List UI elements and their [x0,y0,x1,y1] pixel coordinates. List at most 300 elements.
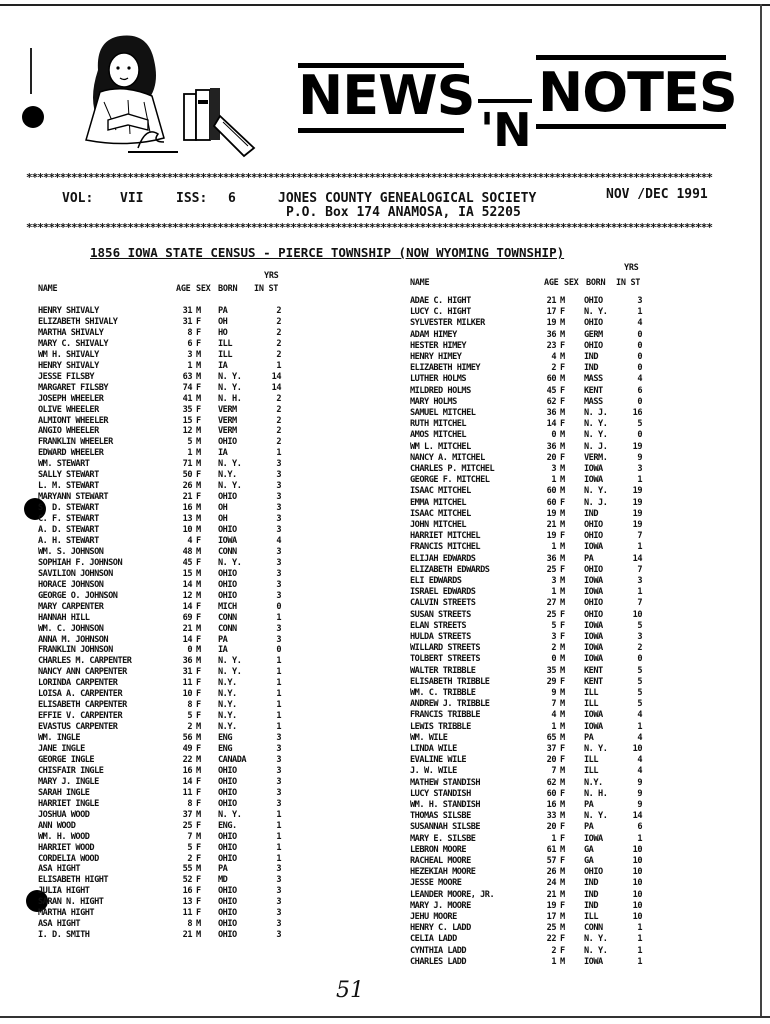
table-row [410,688,644,698]
person-years-in-state: 2 [276,327,281,338]
person-years-in-state: 4 [637,318,642,329]
person-years-in-state: 0 [276,645,281,656]
person-years-in-state: 1 [637,721,642,732]
person-sex: M [196,765,201,776]
person-birthplace: N. Y. [584,744,608,754]
person-name: HULDA STREETS [410,632,471,642]
person-years-in-state: 1 [276,700,281,711]
person-age: 4 [551,352,556,362]
person-years-in-state: 3 [637,632,642,642]
person-years-in-state: 3 [276,897,281,908]
person-age: 31 [182,316,192,327]
person-name: EVALINE WILE [410,755,467,766]
girl-reading-books-icon [68,30,268,160]
person-birthplace: IND [584,878,599,889]
person-years-in-state: 0 [637,352,642,362]
person-years-in-state: 1 [637,945,642,956]
person-years-in-state: 0 [637,396,642,407]
person-sex: M [196,919,201,930]
person-sex: F [196,492,201,503]
person-name: ELIZABETH EDWARDS [410,564,490,575]
person-sex: M [560,923,565,934]
person-years-in-state: 5 [637,699,642,710]
person-sex: M [196,448,201,459]
person-sex: M [196,426,201,437]
table-row [410,374,644,384]
person-age: 36 [182,656,192,667]
person-birthplace: OHIO [218,908,237,919]
table-row [38,558,284,568]
person-sex: M [560,508,565,519]
person-birthplace: PA [584,822,594,833]
person-birthplace: PA [584,732,594,743]
person-name: CALVIN STREETS [410,598,476,609]
person-age: 5 [551,620,556,631]
table-row [410,912,644,922]
person-name: A. D. STEWART [38,525,99,535]
person-age: 37 [182,809,192,820]
issue-value: 6 [228,191,236,206]
person-age: 16 [182,765,192,776]
person-sex: M [196,831,201,842]
person-name: HORACE JOHNSON [38,579,104,590]
person-name: EMMA MITCHEL [410,497,467,508]
person-birthplace: KENT [584,385,603,396]
person-years-in-state: 3 [276,481,281,492]
person-age: 74 [182,382,192,393]
person-birthplace: OHIO [218,886,237,897]
table-row [410,296,644,306]
person-birthplace: OHIO [218,787,237,798]
person-name: LEANDER MOORE, JR. [410,889,495,900]
person-sex: F [196,382,201,393]
person-name: LEWIS TRIBBLE [410,721,471,732]
person-sex: F [196,338,201,349]
person-name: MARYANN STEWART [38,492,109,503]
table-row [38,514,284,524]
person-age: 13 [182,897,192,908]
person-birthplace: N. H. [584,788,608,799]
table-row [410,318,644,328]
person-birthplace: IA [218,645,228,656]
person-sex: M [560,912,565,922]
person-birthplace: ENG [218,733,233,744]
person-years-in-state: 19 [632,497,642,508]
person-age: 0 [551,430,556,441]
table-row [410,699,644,709]
person-birthplace: VERM [218,426,237,437]
person-age: 7 [551,699,556,710]
person-years-in-state: 3 [276,492,281,503]
person-age: 57 [546,856,556,866]
person-years-in-state: 14 [271,382,281,393]
person-name: ALMIONT WHEELER [38,415,109,426]
person-years-in-state: 9 [637,800,642,810]
table-row [38,864,284,874]
person-sex: M [560,889,565,900]
person-name: TOLBERT STREETS [410,654,481,665]
person-years-in-state: 1 [276,831,281,842]
person-birthplace: IOWA [584,464,603,474]
person-name: CORDELIA WOOD [38,853,99,864]
person-age: 21 [546,296,556,306]
person-name: LEBRON MOORE [410,844,467,855]
person-years-in-state: 6 [637,385,642,396]
person-name: LINDA WILE [410,744,457,754]
person-name: ADAM HIMEY [410,329,457,340]
person-birthplace: OHIO [584,609,603,620]
person-sex: F [560,363,565,374]
person-birthplace: PA [218,864,228,875]
person-name: CELIA LADD [410,934,457,945]
person-age: 62 [546,777,556,788]
person-birthplace: CANADA [218,754,247,765]
person-age: 65 [546,732,556,743]
person-name: OLIVE WHEELER [38,404,99,415]
person-birthplace: IND [584,900,599,911]
person-age: 25 [546,609,556,620]
person-birthplace: OH [218,514,228,525]
person-birthplace: ENG [218,744,233,754]
star-border: ************************************************************************************************************************** [26,172,712,184]
table-row [38,667,284,677]
person-name: CHARLES LADD [410,956,467,967]
person-birthplace: N. Y. [584,945,608,956]
table-row [38,919,284,929]
person-name: JESSE MOORE [410,878,462,889]
person-years-in-state: 3 [276,776,281,787]
table-row [38,897,284,907]
person-birthplace: N. J. [584,441,608,452]
table-row [38,383,284,393]
person-years-in-state: 3 [276,470,281,481]
table-row [410,901,644,911]
person-years-in-state: 9 [637,788,642,799]
table-row [38,930,284,940]
person-sex: F [196,415,201,426]
person-years-in-state: 3 [276,525,281,535]
person-sex: F [196,667,201,678]
person-years-in-state: 9 [637,452,642,463]
person-age: 0 [551,654,556,665]
person-name: C. F. STEWART [38,514,99,525]
person-age: 20 [546,755,556,766]
person-birthplace: N. Y. [218,371,242,382]
person-name: ELI EDWARDS [410,576,462,586]
person-birthplace: N.Y. [218,678,237,689]
person-age: 7 [551,766,556,777]
person-age: 12 [182,590,192,601]
person-years-in-state: 5 [637,419,642,430]
person-sex: F [560,497,565,508]
person-years-in-state: 10 [632,900,642,911]
person-sex: F [560,900,565,911]
table-row [410,856,644,866]
table-row [38,569,284,579]
table-row [38,459,284,469]
person-age: 16 [546,800,556,810]
person-years-in-state: 0 [276,601,281,612]
person-age: 10 [182,689,192,700]
table-row [410,587,644,597]
person-sex: M [196,503,201,514]
person-sex: F [560,419,565,430]
person-birthplace: KENT [584,665,603,676]
person-sex: M [560,878,565,889]
person-years-in-state: 3 [276,623,281,634]
person-age: 5 [187,437,192,448]
person-name: SAVILION JOHNSON [38,568,113,579]
title-rule [536,124,726,129]
table-row [38,503,284,513]
born-header: BORN [218,284,238,294]
person-sex: M [560,710,565,721]
table-row [410,363,644,373]
volume-label: VOL: [62,191,94,206]
volume-value: VII [120,191,144,206]
person-age: 26 [182,481,192,492]
person-name: SAMUEL MITCHEL [410,408,476,418]
person-sex: M [196,579,201,590]
table-row [38,613,284,623]
title-news: NEWS [298,64,475,127]
person-name: HENRY SHIVALY [38,306,99,316]
table-row [38,799,284,809]
table-row [38,602,284,612]
person-birthplace: OHIO [584,564,603,575]
person-sex: M [560,464,565,474]
yrs-header-top: YRS [624,263,639,273]
person-name: ELAN STREETS [410,620,467,631]
person-birthplace: N. Y. [218,557,242,568]
person-name: ASA HIGHT [38,864,81,875]
person-age: 21 [546,889,556,900]
table-row [410,576,644,586]
person-age: 5 [187,711,192,722]
person-age: 60 [546,788,556,799]
person-sex: M [560,811,565,822]
table-row [410,453,644,463]
person-sex: F [196,886,201,897]
person-age: 63 [182,371,192,382]
person-years-in-state: 1 [276,678,281,689]
table-row [38,788,284,798]
person-sex: F [560,452,565,463]
person-years-in-state: 10 [632,744,642,754]
person-name: ELISABETH TRIBBLE [410,676,490,687]
person-birthplace: IA [218,360,228,371]
person-age: 24 [546,878,556,889]
person-sex: M [196,481,201,492]
person-name: A. H. STEWART [38,535,99,546]
person-years-in-state: 2 [276,349,281,360]
person-birthplace: ENG. [218,820,237,831]
table-row [38,547,284,557]
person-age: 26 [546,867,556,878]
person-name: EFFIE V. CARPENTER [38,711,123,722]
person-years-in-state: 1 [276,809,281,820]
person-birthplace: OHIO [218,579,237,590]
person-birthplace: ILL [218,338,233,349]
person-age: 20 [546,822,556,833]
person-birthplace: N. Y. [584,419,608,430]
person-years-in-state: 3 [276,875,281,886]
person-name: CHISFAIR INGLE [38,765,104,776]
person-name: WILLARD STREETS [410,643,481,654]
person-name: HEZEKIAH MOORE [410,867,476,878]
person-name: WM. C. JOHNSON [38,623,104,634]
table-row [38,886,284,896]
person-sex: M [560,766,565,777]
title-n: 'N [480,103,531,157]
person-sex: M [196,525,201,535]
person-birthplace: IOWA [584,721,603,732]
person-name: GEORGE INGLE [38,754,95,765]
person-age: 10 [182,525,192,535]
person-sex: M [196,514,201,525]
person-age: 8 [187,700,192,711]
person-sex: F [560,632,565,642]
person-name: ADAE C. HIGHT [410,296,471,306]
person-sex: F [196,404,201,415]
table-row [38,350,284,360]
person-birthplace: PA [584,800,594,810]
person-birthplace: CONN [218,623,237,634]
table-row [38,678,284,688]
table-row [38,821,284,831]
person-birthplace: IOWA [218,535,237,546]
person-birthplace: OHIO [218,765,237,776]
person-birthplace: IOWA [584,654,603,665]
person-sex: F [196,678,201,689]
person-years-in-state: 1 [276,656,281,667]
person-birthplace: OHIO [218,930,237,941]
table-row [410,386,644,396]
person-name: LUTHER HOLMS [410,374,467,385]
person-sex: M [196,459,201,470]
person-sex: F [560,755,565,766]
table-row [410,878,644,888]
person-birthplace: ILL [584,755,599,766]
person-years-in-state: 3 [637,576,642,586]
person-years-in-state: 3 [637,464,642,474]
person-birthplace: IA [218,448,228,459]
table-row [410,654,644,664]
person-birthplace: N. Y. [584,430,608,441]
person-age: 49 [182,744,192,754]
person-sex: M [560,576,565,586]
person-birthplace: N.Y. [218,700,237,711]
person-birthplace: IOWA [584,620,603,631]
person-birthplace: GERM [584,329,603,340]
person-birthplace: N. Y. [218,382,242,393]
person-name: JOSEPH WHEELER [38,393,104,404]
person-sex: F [196,601,201,612]
person-age: 25 [182,820,192,831]
person-name: SUSANNAH SILSBE [410,822,481,833]
person-age: 5 [187,842,192,853]
person-sex: F [560,945,565,956]
person-birthplace: IOWA [584,576,603,586]
issue-label: ISS: [176,191,208,206]
person-sex: M [196,722,201,733]
person-name: MARY J. MOORE [410,900,471,911]
person-sex: F [560,934,565,945]
person-sex: M [196,306,201,316]
person-age: 50 [182,470,192,481]
person-name: ANN WOOD [38,820,76,831]
table-row [410,520,644,530]
person-name: ISAAC MITCHEL [410,508,471,519]
table-row [410,408,644,418]
person-years-in-state: 1 [276,820,281,831]
table-row [410,710,644,720]
person-name: SALLY STEWART [38,470,99,481]
person-age: 60 [546,486,556,497]
person-age: 19 [546,900,556,911]
person-age: 56 [182,733,192,744]
table-row [38,843,284,853]
table-row [38,448,284,458]
person-age: 45 [182,557,192,568]
person-age: 11 [182,787,192,798]
age-header: AGE [544,278,559,288]
person-age: 21 [546,520,556,530]
person-years-in-state: 7 [637,598,642,609]
person-name: SARAH INGLE [38,787,90,798]
person-sex: M [560,318,565,329]
table-row [38,580,284,590]
table-row [38,908,284,918]
person-years-in-state: 5 [637,688,642,698]
person-birthplace: N. Y. [218,809,242,820]
person-name: FRANCIS MITCHEL [410,542,481,553]
person-years-in-state: 1 [276,360,281,371]
person-name: SARAN N. HIGHT [38,897,104,908]
table-row [38,711,284,721]
table-row [38,733,284,743]
person-sex: F [560,385,565,396]
person-birthplace: OHIO [584,520,603,530]
table-row [410,341,644,351]
person-birthplace: N. Y. [584,486,608,497]
person-sex: M [196,809,201,820]
person-sex: F [196,327,201,338]
person-name: WM. WILE [410,732,448,743]
person-birthplace: N. J. [584,497,608,508]
person-age: 22 [182,754,192,765]
person-years-in-state: 2 [276,393,281,404]
table-row [38,470,284,480]
table-row [410,934,644,944]
table-row [410,632,644,642]
person-years-in-state: 3 [276,744,281,754]
person-sex: F [196,776,201,787]
person-sex: M [196,930,201,941]
person-name: WM L. MITCHEL [410,441,471,452]
person-sex: M [196,623,201,634]
table-row [410,744,644,754]
person-name: LUCY C. HIGHT [410,307,471,318]
person-name: RUTH MITCHEL [410,419,467,430]
person-birthplace: OHIO [584,531,603,542]
person-age: 31 [182,306,192,316]
person-years-in-state: 10 [632,889,642,900]
person-age: 2 [187,722,192,733]
person-age: 21 [182,492,192,503]
person-years-in-state: 2 [276,426,281,437]
person-name: WM. STEWART [38,459,90,470]
